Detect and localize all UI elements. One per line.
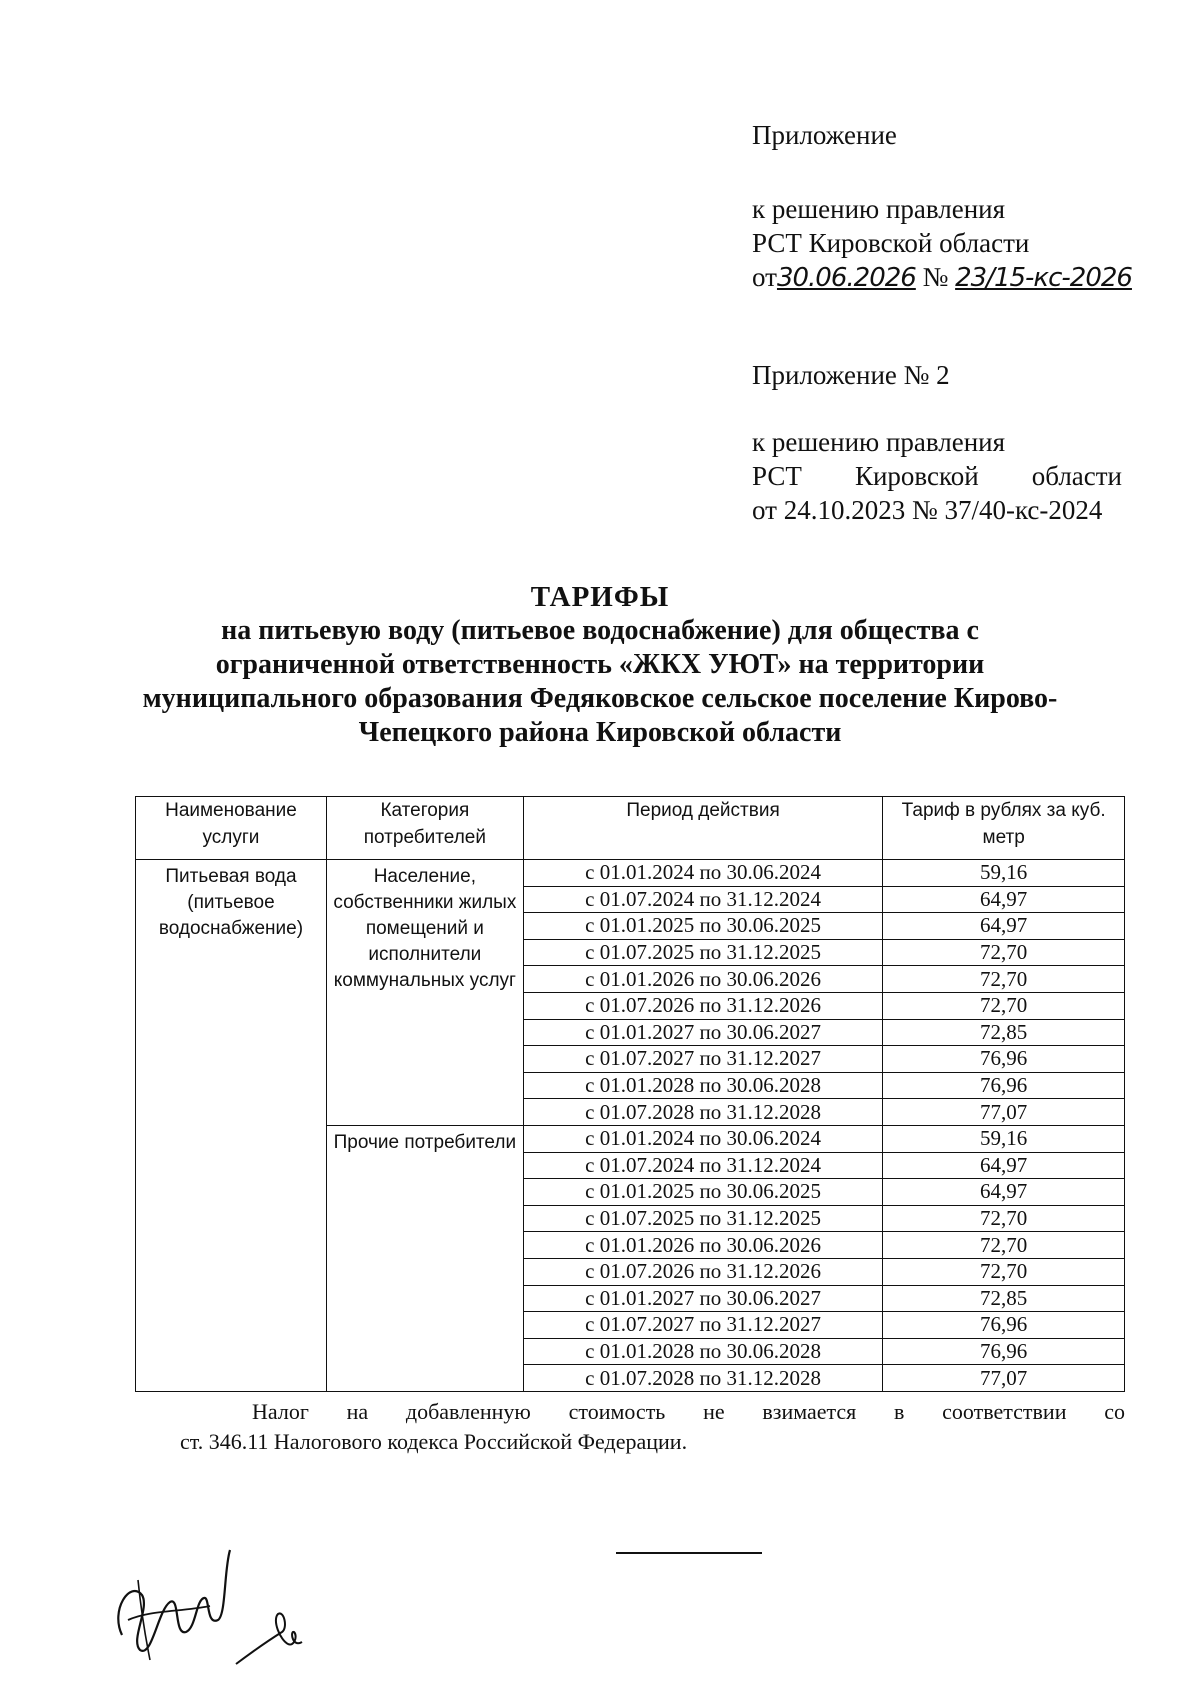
tariff-cell: 72,70 (883, 1205, 1125, 1232)
header-service: Наименование услуги (136, 797, 327, 860)
signature-2 (232, 1592, 312, 1672)
tariff-cell: 72,70 (883, 1258, 1125, 1285)
tariff-cell: 76,96 (883, 1312, 1125, 1339)
category-cell: Прочие потребители (326, 1125, 523, 1391)
tariff-cell: 72,70 (883, 939, 1125, 966)
period-cell: с 01.07.2027 по 31.12.2027 (523, 1312, 883, 1339)
appendix-date-line (752, 260, 1132, 295)
handwritten-number: 23/15-кс-2026 (955, 263, 1132, 293)
appendix2-line-3: от 24.10.2023 № 37/40-кс-2024 (752, 495, 1103, 525)
period-cell: с 01.07.2025 по 31.12.2025 (523, 1205, 883, 1232)
service-name-cell: Питьевая вода (питьевое водоснабжение) (136, 860, 327, 1392)
period-cell: с 01.01.2024 по 30.06.2024 (523, 860, 883, 887)
tariff-cell: 77,07 (883, 1099, 1125, 1126)
title-main: ТАРИФЫ (530, 581, 670, 613)
period-cell: с 01.07.2028 по 31.12.2028 (523, 1099, 883, 1126)
period-cell: с 01.01.2026 по 30.06.2026 (523, 966, 883, 993)
appendix2-line-2 (752, 459, 1122, 493)
date-prefix: от (752, 262, 777, 292)
tax-note-line-1: Налог на добавленную стоимость не взимается в соответствии со (252, 1399, 1125, 1424)
title-sub-2: ограниченной ответственность «ЖКХ УЮТ» на территории (215, 649, 985, 680)
title-sub-4: Чепецкого района Кировской области (358, 717, 842, 748)
appendix-title: Приложение (752, 120, 897, 150)
table-body (136, 860, 1125, 1392)
appendix2-word-3: области (1031, 461, 1123, 491)
tariff-cell: 64,97 (883, 1152, 1125, 1179)
period-cell: с 01.01.2025 по 30.06.2025 (523, 1179, 883, 1206)
tariff-cell: 64,97 (883, 913, 1125, 940)
tariff-cell: 76,96 (883, 1072, 1125, 1099)
header-period: Период действия (523, 797, 883, 860)
tariff-cell: 59,16 (883, 1125, 1125, 1152)
signature-1 (100, 1540, 240, 1670)
title-sub-3: муниципального образования Федяковское сельское поселение Кирово- (142, 683, 1058, 714)
period-cell: с 01.01.2026 по 30.06.2026 (523, 1232, 883, 1259)
tariff-cell: 77,07 (883, 1365, 1125, 1392)
divider-line (616, 1552, 762, 1554)
period-cell: с 01.07.2026 по 31.12.2026 (523, 992, 883, 1019)
period-cell: с 01.07.2027 по 31.12.2027 (523, 1046, 883, 1073)
tax-note-line-2: ст. 346.11 Налогового кодекса Российской Федерации. (180, 1429, 688, 1454)
tariff-cell: 64,97 (883, 886, 1125, 913)
period-cell: с 01.07.2025 по 31.12.2025 (523, 939, 883, 966)
tariff-cell: 72,85 (883, 1019, 1125, 1046)
period-cell: с 01.01.2028 по 30.06.2028 (523, 1338, 883, 1365)
tariff-cell: 72,85 (883, 1285, 1125, 1312)
tariff-cell: 72,70 (883, 1232, 1125, 1259)
period-cell: с 01.01.2024 по 30.06.2024 (523, 1125, 883, 1152)
appendix2-line-1: к решению правления (752, 427, 1006, 457)
appendix2-header (752, 358, 1122, 527)
appendix2-word-2: Кировской (854, 461, 979, 491)
tariff-cell: 72,70 (883, 966, 1125, 993)
period-cell: с 01.07.2026 по 31.12.2026 (523, 1258, 883, 1285)
period-cell: с 01.01.2027 по 30.06.2027 (523, 1019, 883, 1046)
number-prefix: № (922, 262, 949, 292)
period-cell: с 01.07.2028 по 31.12.2028 (523, 1365, 883, 1392)
tariff-cell: 64,97 (883, 1179, 1125, 1206)
period-cell: с 01.01.2025 по 30.06.2025 (523, 913, 883, 940)
appendix-header (752, 118, 1132, 295)
period-cell: с 01.07.2024 по 31.12.2024 (523, 1152, 883, 1179)
table-row (136, 860, 1125, 887)
tariff-cell: 59,16 (883, 860, 1125, 887)
header-category: Категория потребителей (326, 797, 523, 860)
tariff-table (135, 796, 1125, 1392)
title-sub-1: на питьевую воду (питьевое водоснабжение) для общества с (221, 615, 979, 646)
tariff-cell: 76,96 (883, 1338, 1125, 1365)
appendix2-title: Приложение № 2 (752, 360, 950, 390)
header-tariff: Тариф в рублях за куб. метр (883, 797, 1125, 860)
tariff-cell: 72,70 (883, 992, 1125, 1019)
category-cell: Население, собственники жилых помещений и исполнители коммунальных услуг (326, 860, 523, 1126)
handwritten-date: 30.06.2026 (776, 263, 916, 293)
appendix2-word-1: РСТ (752, 461, 802, 491)
document-title (130, 580, 1070, 750)
appendix-line-1: к решению правления (752, 194, 1006, 224)
period-cell: с 01.01.2028 по 30.06.2028 (523, 1072, 883, 1099)
tariff-cell: 76,96 (883, 1046, 1125, 1073)
appendix-line-2: РСТ Кировской области (752, 228, 1030, 258)
tax-note (180, 1397, 1125, 1457)
table-header-row (136, 797, 1125, 860)
period-cell: с 01.01.2027 по 30.06.2027 (523, 1285, 883, 1312)
period-cell: с 01.07.2024 по 31.12.2024 (523, 886, 883, 913)
